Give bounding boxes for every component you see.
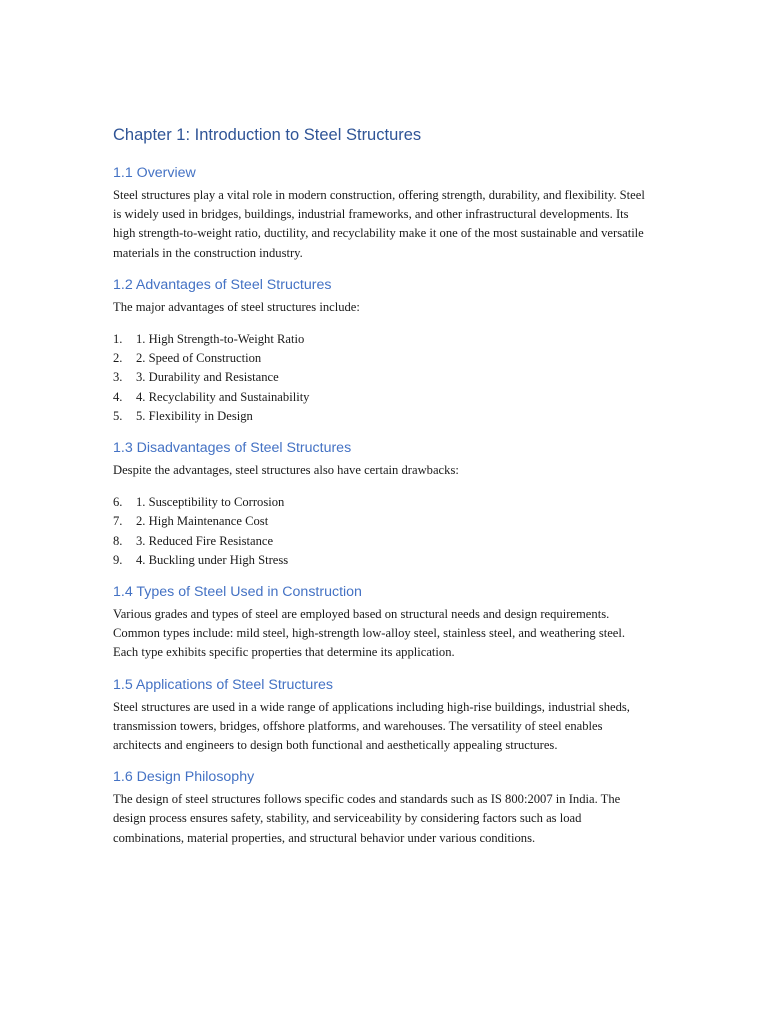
list-item-text: 4. Buckling under High Stress [136,552,289,567]
section-heading-applications: 1.5 Applications of Steel Structures [113,676,334,693]
section-heading-disadvantages: 1.3 Disadvantages of Steel Structures [113,440,352,457]
list-item-text: 1. Susceptibility to Corrosion [136,495,285,510]
list-marker: 7. [113,514,123,529]
list-item [113,407,653,426]
list-item-text: 2. High Maintenance Cost [136,514,269,529]
disadvantages-list [113,493,653,570]
section-design-philosophy [113,767,653,848]
list-item-text: 2. Speed of Construction [136,351,262,366]
list-marker: 1. [113,332,123,347]
section-overview [113,163,653,263]
list-marker: 3. [113,370,123,385]
list-item [113,349,653,368]
list-marker: 9. [113,552,123,567]
document-page [113,124,653,860]
list-marker: 4. [113,389,123,404]
list-marker: 2. [113,351,123,366]
chapter-title: Chapter 1: Introduction to Steel Structures [113,126,422,144]
list-item [113,532,653,551]
list-item-text: 5. Flexibility in Design [136,408,253,423]
section-types [113,582,653,663]
list-item [113,368,653,387]
list-item-text: 4. Recyclability and Sustainability [136,389,310,404]
section-paragraph-design-philosophy: The design of steel structures follows specific codes and standards such as IS 800:2007 in India. The design process ensures safety, stability, and serviceability by considering factors such as load combinations, material properties, and structural behavior under various conditions. [113,792,621,845]
section-disadvantages [113,438,653,570]
section-heading-design-philosophy: 1.6 Design Philosophy [113,769,255,786]
list-marker: 6. [113,495,123,510]
list-item [113,551,653,570]
list-item [113,388,653,407]
section-heading-overview: 1.1 Overview [113,165,196,181]
section-intro-disadvantages: Despite the advantages, steel structures also have certain drawbacks: [113,463,459,478]
advantages-list [113,330,653,426]
section-paragraph-types: Various grades and types of steel are employed based on structural needs and design requirements. Common types include: mild steel, high-strength low-alloy steel, stainless steel, and weathering steel. Each type exhibits specific properties that determine its application. [113,607,626,660]
list-item [113,512,653,531]
list-item-text: 1. High Strength-to-Weight Ratio [136,332,305,347]
list-item-text: 3. Durability and Resistance [136,370,279,385]
section-heading-advantages: 1.2 Advantages of Steel Structures [113,276,332,293]
section-paragraph-applications: Steel structures are used in a wide range of applications including high-rise buildings, industrial sheds, transmission towers, bridges, offshore platforms, and warehouses. The versatility of steel enables architects and engineers to design both functional and aesthetically appealing structures. [113,699,630,753]
section-heading-types: 1.4 Types of Steel Used in Construction [113,584,362,601]
section-advantages [113,275,653,426]
section-applications [113,675,653,756]
list-marker: 8. [113,533,123,548]
list-item [113,330,653,349]
list-item [113,493,653,512]
list-marker: 5. [113,408,123,423]
section-intro-advantages: The major advantages of steel structures include: [113,299,360,314]
section-paragraph-overview: Steel structures play a vital role in modern construction, offering strength, durability, and flexibility. Steel is widely used in bridges, buildings, industrial frameworks, and other infrastructural developments. Its high strength-to-weight ratio, ductility, and recyclability make it one of the most sustainable and versatile materials in the construction industry. [113,188,645,260]
list-item-text: 3. Reduced Fire Resistance [136,533,274,548]
